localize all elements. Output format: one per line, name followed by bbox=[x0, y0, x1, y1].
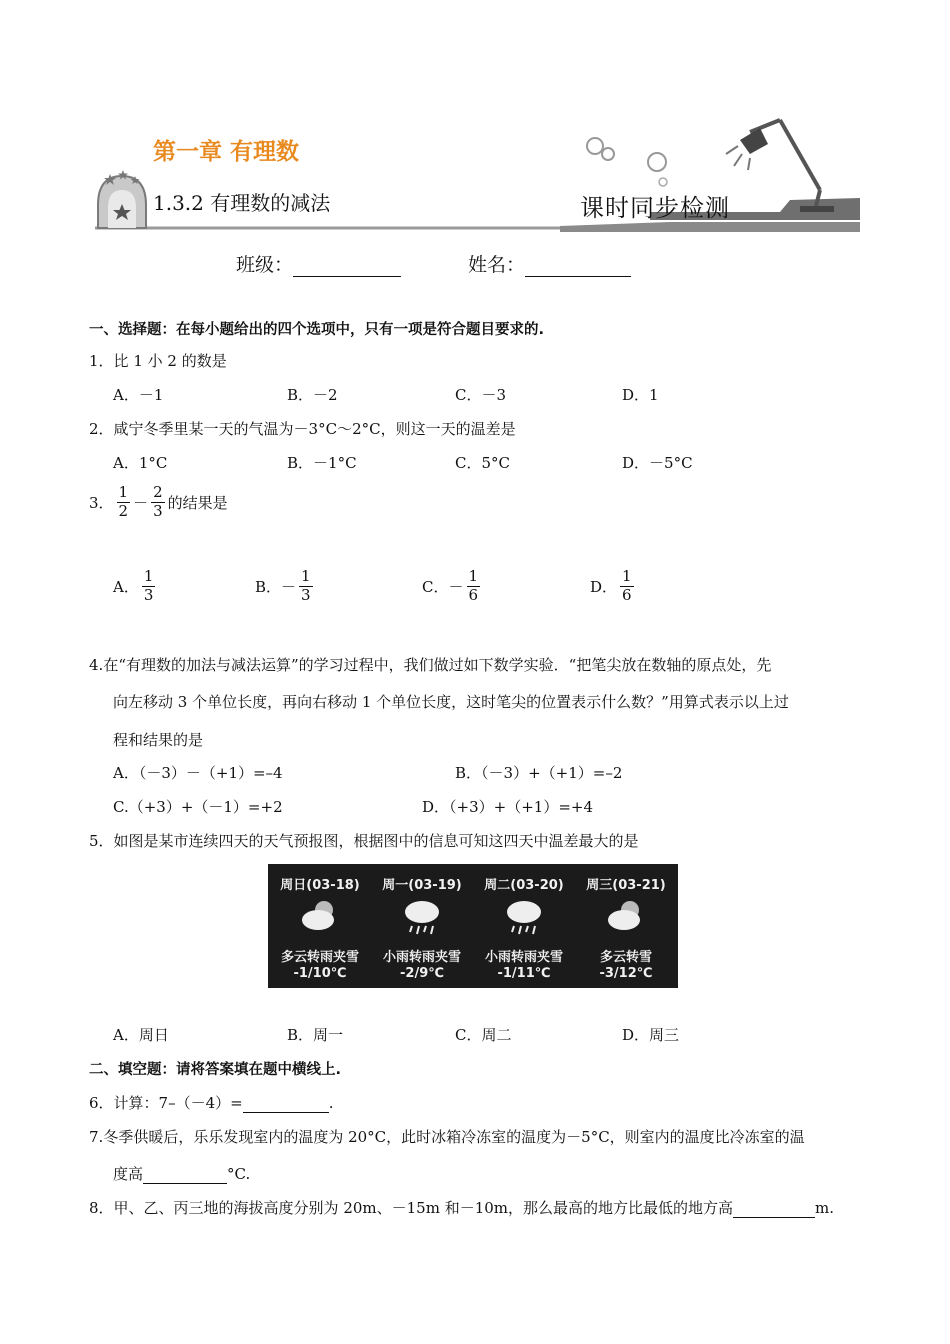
weather-date: 周日(03-18) bbox=[280, 878, 360, 893]
weather-date: 周三(03-21) bbox=[586, 878, 666, 893]
rain-cloud-icon bbox=[502, 894, 546, 938]
q4-line3: 程和结果的是 bbox=[113, 731, 204, 749]
weather-forecast-image bbox=[268, 864, 678, 988]
option-sign: － bbox=[448, 577, 464, 596]
q3-fraction-1 bbox=[117, 485, 131, 520]
fraction-numerator: 1 bbox=[118, 483, 129, 501]
weather-description: 多云转雪 bbox=[599, 950, 652, 965]
weather-day-monday bbox=[372, 864, 472, 988]
q4-option-d[interactable]: D．（+3）+（+1）=+4 bbox=[422, 798, 593, 816]
weather-temperature: -1/10℃ bbox=[293, 966, 347, 981]
q6-end: . bbox=[328, 1094, 334, 1112]
q3-minus: － bbox=[133, 493, 149, 512]
cloudy-sun-icon bbox=[298, 894, 342, 938]
rain-cloud-icon bbox=[400, 894, 444, 938]
q4-number: 4. bbox=[89, 656, 104, 674]
q2-option-d[interactable]: D．－5°C bbox=[622, 454, 693, 472]
q3-stem bbox=[89, 485, 228, 520]
q8-number: 8． bbox=[89, 1199, 114, 1217]
fraction-denominator: 3 bbox=[143, 585, 154, 604]
q6-answer-blank[interactable] bbox=[243, 1096, 329, 1113]
chapter-title: 第一章 有理数 bbox=[153, 139, 300, 165]
weather-day-sunday bbox=[270, 864, 370, 988]
q4-line1 bbox=[89, 654, 771, 675]
class-field bbox=[236, 250, 401, 277]
q6-number: 6． bbox=[89, 1094, 114, 1112]
q5-option-d[interactable]: D．周三 bbox=[622, 1026, 680, 1044]
q7-number: 7. bbox=[89, 1128, 104, 1146]
weather-date: 周一(03-19) bbox=[382, 878, 462, 893]
weather-day-tuesday bbox=[474, 864, 574, 988]
q7-answer-blank[interactable] bbox=[143, 1167, 227, 1184]
q8-text: 甲、乙、丙三地的海拔高度分别为 20m、－15m 和－10m，那么最高的地方比最低的地方高 bbox=[113, 1199, 734, 1217]
lesson-title: 1.3.2 有理数的减法 bbox=[153, 191, 331, 215]
name-field bbox=[468, 250, 631, 277]
fraction-numerator: 1 bbox=[301, 567, 311, 585]
fraction-numerator: 1 bbox=[468, 567, 479, 585]
q3-option-b[interactable] bbox=[255, 569, 316, 604]
q5-option-c[interactable]: C．周二 bbox=[455, 1026, 512, 1044]
q2-text: 咸宁冬季里某一天的气温为－3°C～2°C，则这一天的温差是 bbox=[113, 420, 516, 438]
weather-date: 周二(03-20) bbox=[484, 878, 564, 893]
fraction-denominator: 3 bbox=[301, 585, 311, 604]
option-label: D． bbox=[590, 577, 618, 596]
q8-end: m. bbox=[815, 1199, 835, 1217]
class-label: 班级： bbox=[236, 254, 294, 276]
option-label: B． bbox=[255, 577, 282, 596]
q2-stem bbox=[89, 418, 516, 439]
q5-option-b[interactable]: B．周一 bbox=[287, 1026, 344, 1044]
q5-stem bbox=[89, 830, 639, 851]
q5-number: 5． bbox=[89, 832, 114, 850]
fraction-denominator: 6 bbox=[468, 585, 479, 604]
header-decoration bbox=[90, 110, 870, 240]
q3-number: 3． bbox=[89, 493, 114, 512]
fraction-numerator: 1 bbox=[143, 567, 154, 585]
q3-option-a[interactable] bbox=[113, 569, 158, 604]
class-blank[interactable] bbox=[293, 256, 401, 277]
q1-number: 1． bbox=[89, 352, 114, 370]
fraction-denominator: 6 bbox=[622, 585, 632, 604]
option-fraction bbox=[620, 569, 634, 604]
q3-suffix: 的结果是 bbox=[167, 493, 228, 512]
q8-answer-blank[interactable] bbox=[733, 1201, 815, 1218]
weather-temperature: -2/9℃ bbox=[400, 966, 444, 981]
q4-option-c[interactable]: C.（+3）+（－1）=+2 bbox=[113, 798, 283, 816]
q4-option-a[interactable]: A．（－3）－（+1）=–4 bbox=[113, 764, 283, 782]
q5-text: 如图是某市连续四天的天气预报图，根据图中的信息可知这四天中温差最大的是 bbox=[113, 832, 639, 850]
name-blank[interactable] bbox=[525, 256, 631, 277]
name-label: 姓名： bbox=[468, 254, 526, 276]
q1-option-c[interactable]: C．－3 bbox=[455, 386, 507, 404]
q3-option-d[interactable] bbox=[590, 569, 637, 604]
option-fraction bbox=[467, 569, 481, 604]
q4-text-1: 在“有理数的加法与减法运算”的学习过程中，我们做过如下数学实验．“把笔尖放在数轴的原点处，先 bbox=[103, 656, 772, 674]
q6-line bbox=[89, 1092, 333, 1113]
q5-option-a[interactable]: A．周日 bbox=[113, 1026, 169, 1044]
q6-text: 计算：7–（－4）= bbox=[113, 1094, 243, 1112]
q7-line2 bbox=[113, 1163, 250, 1184]
weather-description: 多云转雨夹雪 bbox=[280, 950, 359, 965]
q7-text-2: 度高 bbox=[113, 1165, 144, 1183]
q1-option-b[interactable]: B．－2 bbox=[287, 386, 338, 404]
q2-number: 2． bbox=[89, 420, 114, 438]
q1-option-d[interactable]: D．1 bbox=[622, 386, 659, 404]
option-sign: － bbox=[281, 577, 297, 596]
q4-line2: 向左移动 3 个单位长度，再向右移动 1 个单位长度，这时笔尖的位置表示什么数？”用算式表示以上过 bbox=[113, 693, 789, 711]
option-label: A． bbox=[113, 577, 139, 596]
q1-text: 比 1 小 2 的数是 bbox=[113, 352, 227, 370]
weather-description: 小雨转雨夹雪 bbox=[484, 950, 563, 965]
banner-text: 课时同步检测 bbox=[580, 194, 730, 222]
cloudy-sun-icon bbox=[604, 894, 648, 938]
q8-line bbox=[89, 1197, 834, 1218]
weather-temperature: -1/11℃ bbox=[497, 966, 551, 981]
q2-option-a[interactable]: A．1°C bbox=[113, 454, 168, 472]
q2-option-c[interactable]: C．5°C bbox=[455, 454, 510, 472]
q2-option-b[interactable]: B．－1°C bbox=[287, 454, 357, 472]
weather-day-wednesday bbox=[576, 864, 676, 988]
q3-fraction-2 bbox=[151, 485, 165, 520]
option-fraction bbox=[142, 569, 156, 604]
q1-stem bbox=[89, 350, 227, 371]
fraction-denominator: 2 bbox=[118, 501, 129, 520]
q1-option-a[interactable]: A．－1 bbox=[113, 386, 164, 404]
weather-temperature: -3/12℃ bbox=[599, 966, 653, 981]
q7-end: °C. bbox=[227, 1165, 251, 1183]
q7-text-1: 冬季供暖后，乐乐发现室内的温度为 20°C，此时冰箱冷冻室的温度为－5°C，则室内的温度比冷冻室的温 bbox=[103, 1128, 805, 1146]
weather-description: 小雨转雨夹雪 bbox=[382, 950, 461, 965]
q4-option-b[interactable]: B．（－3）+（+1）=–2 bbox=[455, 764, 623, 782]
fraction-numerator: 2 bbox=[153, 483, 163, 501]
section2-heading: 二、填空题：请将答案填在题中横线上. bbox=[89, 1062, 342, 1078]
section1-heading: 一、选择题：在每小题给出的四个选项中，只有一项是符合题目要求的. bbox=[89, 322, 545, 338]
option-label: C． bbox=[422, 577, 449, 596]
option-fraction bbox=[299, 569, 313, 604]
fraction-numerator: 1 bbox=[622, 567, 632, 585]
q7-line1 bbox=[89, 1126, 805, 1147]
fraction-denominator: 3 bbox=[153, 501, 163, 520]
q3-option-c[interactable] bbox=[422, 569, 483, 604]
